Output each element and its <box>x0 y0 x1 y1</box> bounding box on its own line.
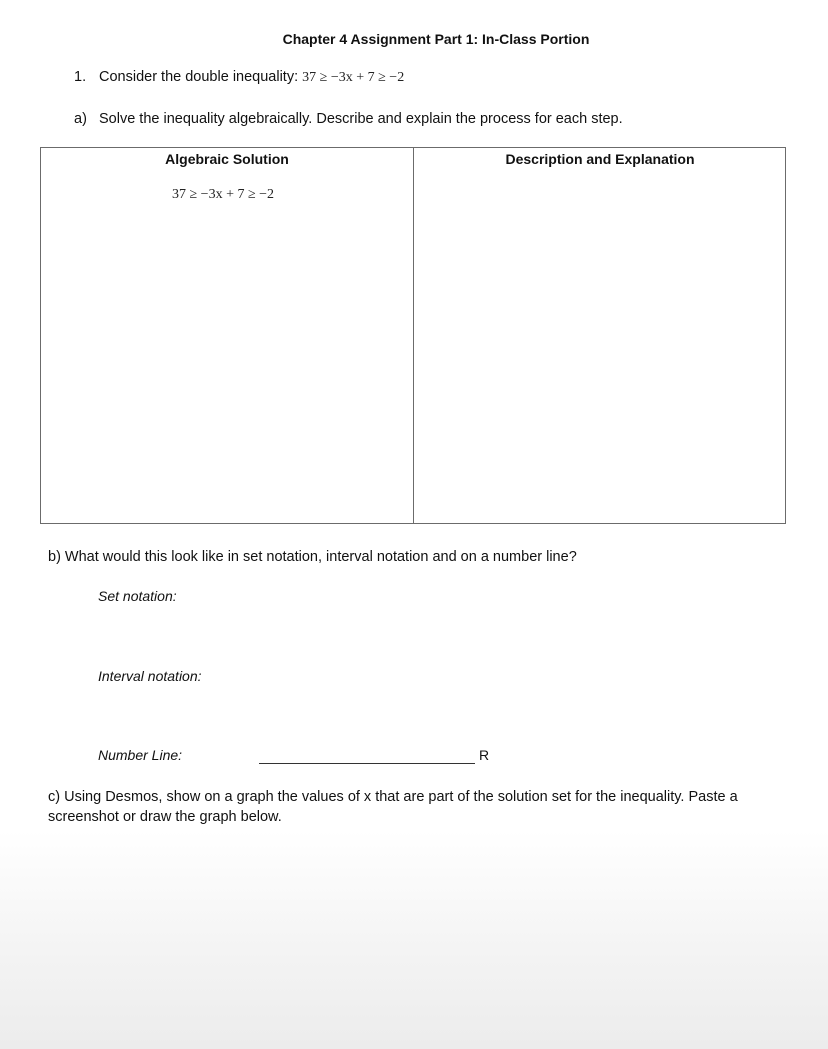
number-line-real-symbol: R <box>479 747 490 763</box>
question-1-number: 1. <box>74 69 87 85</box>
part-b-prompt: b) What would this look like in set notation, interval notation and on a number line? <box>48 549 577 565</box>
algebraic-solution-first-step: 37 ≥ −3x + 7 ≥ −2 <box>172 187 275 202</box>
set-notation-label: Set notation: <box>98 588 177 604</box>
algebraic-solution-header: Algebraic Solution <box>165 151 289 167</box>
part-c-prompt: c) Using Desmos, show on a graph the values of x that are part of the solution set for the inequality. Paste a screenshot or draw the graph below. <box>48 789 738 825</box>
document-title: Chapter 4 Assignment Part 1: In-Class Portion <box>282 31 590 47</box>
part-a-prompt: Solve the inequality algebraically. Describe and explain the process for each step. <box>99 111 623 127</box>
question-1-prompt: Consider the double inequality: <box>99 69 299 85</box>
question-1-inequality: 37 ≥ −3x + 7 ≥ −2 <box>302 70 405 85</box>
description-explanation-header: Description and Explanation <box>505 151 695 167</box>
part-a-label: a) <box>74 111 87 127</box>
question-1 <box>74 69 404 86</box>
part-a <box>74 111 623 127</box>
number-line <box>259 763 475 764</box>
solution-table-divider <box>413 147 414 524</box>
interval-notation-label: Interval notation: <box>98 668 202 684</box>
number-line-label: Number Line: <box>98 747 183 763</box>
